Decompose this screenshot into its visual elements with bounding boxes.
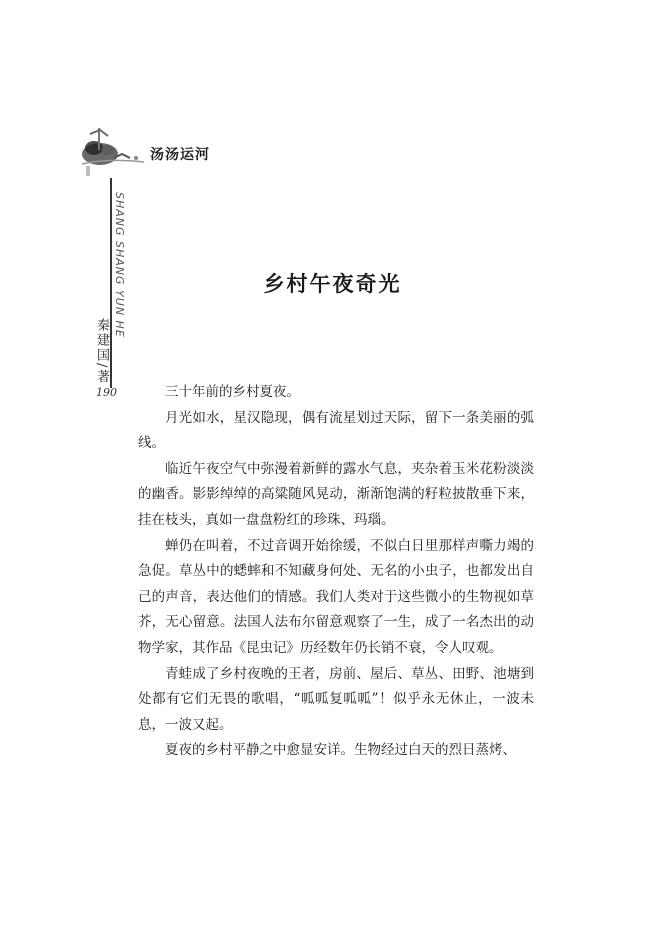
author-line: 秦建国/著: [94, 318, 109, 385]
page-number: 190: [96, 386, 117, 399]
paragraph: 蝉仍在叫着，不过音调开始徐缓，不似白日里那样声嘶力竭的急促。草丛中的蟋蟀和不知藏身何处、无名的小虫子，也都发出自己的声音，表达他们的情感。我们人类对于这些微小的生物视如草芥，无心留意。法国人法布尔留意观察了一生，成了一名杰出的动物学家，其作品《昆虫记》历经数年仍长销不衰，令人叹观。: [138, 537, 534, 656]
series-title-en: SHANG SHANG YUN HE: [113, 192, 126, 338]
paragraph: 三十年前的乡村夏夜。: [165, 384, 300, 400]
landscape-emblem-icon: [78, 120, 148, 182]
paragraph: 夏夜的乡村平静之中愈显安详。生物经过白天的烈日蒸烤、: [165, 742, 516, 759]
paragraph: 青蛙成了乡村夜晚的王者，房前、屋后、草丛、田野、池塘到处都有它们无畏的歌唱，“呱呱复呱呱”！似乎永无休止，一波未息，一波又起。: [138, 665, 534, 733]
paragraph: 月光如水，星汉隐现，偶有流星划过天际，留下一条美丽的弧线。: [138, 409, 534, 452]
body-text: [138, 380, 534, 764]
chapter-title: 乡村午夜奇光: [263, 271, 402, 296]
book-title: 汤汤运河: [150, 147, 210, 163]
paragraph: 临近午夜空气中弥漫着新鲜的露水气息，夹杂着玉米花粉淡淡的幽香。影影绰绰的高粱随风晃动，渐渐饱满的籽粒披散垂下来，挂在枝头，真如一盘盘粉红的珍珠、玛瑙。: [138, 460, 534, 528]
